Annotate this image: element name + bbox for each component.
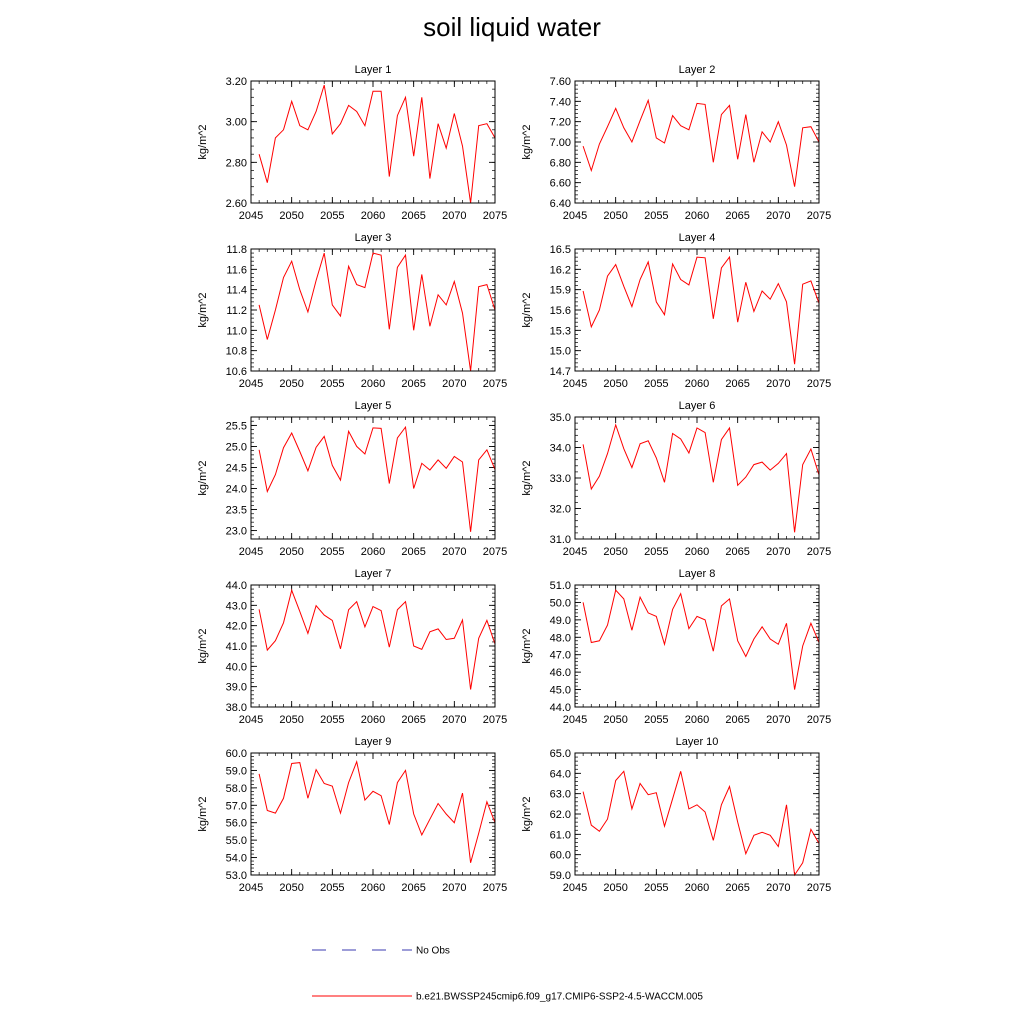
x-tick-label: 2065	[401, 546, 426, 558]
x-tick-label: 2075	[482, 546, 508, 558]
x-tick-label: 2050	[603, 882, 628, 894]
y-tick-label: 34.0	[549, 442, 571, 455]
x-tick-label: 2055	[644, 210, 669, 222]
x-tick-label: 2070	[766, 546, 791, 558]
panel-title: Layer 2	[678, 64, 716, 76]
x-tick-label: 2055	[644, 882, 669, 894]
x-tick-label: 2065	[401, 714, 426, 726]
y-tick-label: 60.0	[549, 849, 571, 862]
x-tick-label: 2045	[238, 546, 264, 558]
x-tick-label: 2060	[684, 546, 710, 558]
y-tick-label: 44.0	[549, 702, 571, 714]
x-tick-label: 2045	[562, 210, 588, 222]
y-tick-label: 40.0	[225, 661, 247, 674]
x-tick-label: 2060	[360, 378, 386, 390]
x-tick-label: 2070	[442, 882, 467, 894]
y-tick-label: 23.0	[225, 525, 247, 538]
y-tick-label: 14.7	[549, 366, 571, 378]
y-tick-label: 6.60	[549, 177, 571, 190]
y-tick-label: 16.2	[549, 264, 571, 277]
y-tick-label: 63.0	[549, 788, 571, 801]
y-tick-label: 59.0	[225, 765, 247, 778]
x-tick-label: 2065	[725, 546, 750, 558]
panel-title: Layer 7	[354, 568, 392, 580]
x-tick-label: 2065	[725, 714, 750, 726]
x-tick-label: 2060	[684, 210, 710, 222]
y-tick-label: 6.80	[549, 157, 571, 170]
plot-frame	[251, 753, 495, 875]
x-tick-label: 2045	[238, 378, 264, 390]
y-tick-label: 15.6	[549, 305, 571, 317]
y-tick-label: 11.8	[226, 244, 247, 256]
x-tick-label: 2075	[482, 210, 508, 222]
y-tick-label: 15.9	[549, 284, 571, 297]
chart-panel-8	[521, 568, 831, 726]
panel-title: Layer 6	[678, 400, 716, 412]
y-axis-label: kg/m^2	[197, 460, 209, 496]
chart-panel-1	[197, 64, 507, 222]
x-tick-label: 2070	[766, 210, 791, 222]
x-tick-label: 2070	[442, 714, 467, 726]
y-tick-label: 60.0	[225, 748, 247, 760]
y-tick-label: 2.80	[225, 157, 247, 170]
y-tick-label: 31.0	[549, 534, 571, 546]
y-tick-label: 43.0	[225, 600, 247, 613]
y-axis-label: kg/m^2	[521, 292, 533, 328]
chart-panel-7	[197, 568, 507, 726]
panel-title: Layer 5	[354, 400, 392, 412]
y-tick-label: 33.0	[549, 473, 571, 485]
x-tick-label: 2055	[320, 210, 345, 222]
x-tick-label: 2075	[806, 714, 832, 726]
panel-title: Layer 1	[354, 64, 392, 76]
x-tick-label: 2060	[684, 714, 710, 726]
y-axis-label: kg/m^2	[521, 460, 533, 496]
x-tick-label: 2070	[766, 714, 791, 726]
y-tick-label: 41.0	[225, 641, 247, 653]
y-tick-label: 11.4	[226, 284, 247, 297]
y-axis-label: kg/m^2	[197, 124, 209, 160]
chart-panel-5	[197, 400, 507, 558]
x-tick-label: 2070	[766, 882, 791, 894]
panel-title: Layer 10	[675, 736, 719, 748]
x-tick-label: 2060	[360, 546, 386, 558]
x-tick-label: 2050	[603, 546, 628, 558]
x-tick-label: 2045	[562, 378, 588, 390]
y-tick-label: 47.0	[549, 649, 571, 662]
y-tick-label: 25.0	[225, 441, 247, 454]
x-tick-label: 2045	[562, 882, 588, 894]
panel-title: Layer 9	[354, 736, 392, 748]
series-line	[259, 427, 495, 532]
y-tick-label: 25.5	[225, 420, 247, 433]
x-tick-label: 2075	[806, 378, 832, 390]
x-tick-label: 2050	[279, 210, 304, 222]
x-tick-label: 2065	[401, 210, 426, 222]
y-axis-label: kg/m^2	[521, 796, 533, 832]
series-line	[583, 590, 819, 689]
legend-label-1: No Obs	[416, 945, 450, 957]
figure-title: soil liquid water	[423, 12, 601, 42]
x-tick-label: 2055	[320, 882, 345, 894]
x-tick-label: 2060	[360, 714, 386, 726]
y-tick-label: 32.0	[549, 503, 571, 516]
x-tick-label: 2045	[238, 210, 264, 222]
series-line	[259, 762, 495, 863]
y-tick-label: 57.0	[225, 800, 247, 813]
x-tick-label: 2065	[725, 882, 750, 894]
x-tick-label: 2050	[279, 882, 304, 894]
y-tick-label: 56.0	[225, 817, 247, 830]
x-tick-label: 2050	[603, 210, 628, 222]
x-tick-label: 2055	[320, 714, 345, 726]
plot-frame	[251, 417, 495, 539]
y-tick-label: 11.0	[226, 325, 247, 338]
y-tick-label: 39.0	[225, 681, 247, 694]
y-tick-label: 64.0	[549, 768, 571, 781]
x-tick-label: 2070	[442, 378, 467, 390]
plot-frame	[251, 81, 495, 203]
y-tick-label: 24.0	[225, 483, 247, 496]
y-tick-label: 10.8	[225, 345, 247, 358]
plot-frame	[251, 249, 495, 371]
legend	[312, 946, 703, 1003]
y-tick-label: 58.0	[225, 782, 247, 795]
y-axis-label: kg/m^2	[197, 796, 209, 832]
x-tick-label: 2075	[806, 882, 832, 894]
x-tick-label: 2060	[360, 882, 386, 894]
x-tick-label: 2055	[320, 378, 345, 390]
series-line	[583, 257, 819, 364]
y-tick-label: 15.3	[549, 325, 571, 338]
y-tick-label: 59.0	[549, 870, 571, 882]
legend-label-2: b.e21.BWSSP245cmip6.f09_g17.CMIP6-SSP2-4.5-WACCM.005	[416, 991, 703, 1003]
series-line	[259, 253, 495, 371]
plot-frame	[251, 585, 495, 707]
x-tick-label: 2070	[442, 210, 467, 222]
y-tick-label: 65.0	[549, 748, 571, 760]
x-tick-label: 2065	[401, 378, 426, 390]
y-tick-label: 61.0	[549, 829, 571, 842]
y-tick-label: 51.0	[549, 580, 571, 592]
y-tick-label: 42.0	[225, 620, 247, 633]
x-tick-label: 2075	[806, 546, 832, 558]
y-tick-label: 23.5	[225, 504, 247, 517]
y-tick-label: 6.40	[549, 198, 571, 210]
x-tick-label: 2070	[442, 546, 467, 558]
panel-title: Layer 3	[354, 232, 392, 244]
y-tick-label: 46.0	[549, 667, 571, 680]
y-tick-label: 54.0	[225, 852, 247, 865]
chart-panel-9	[197, 736, 507, 894]
y-tick-label: 50.0	[549, 597, 571, 610]
chart-panel-4	[521, 232, 831, 390]
y-tick-label: 35.0	[549, 412, 571, 424]
y-axis-label: kg/m^2	[521, 124, 533, 160]
y-tick-label: 24.5	[225, 462, 247, 475]
y-tick-label: 7.00	[549, 137, 571, 149]
plot-frame	[575, 753, 819, 875]
x-tick-label: 2075	[482, 882, 508, 894]
y-tick-label: 3.00	[225, 116, 247, 129]
plot-frame	[575, 81, 819, 203]
x-tick-label: 2050	[279, 714, 304, 726]
y-tick-label: 11.2	[226, 305, 247, 317]
x-tick-label: 2050	[279, 378, 304, 390]
y-tick-label: 2.60	[225, 198, 247, 210]
x-tick-label: 2070	[766, 378, 791, 390]
series-line	[259, 85, 495, 203]
y-tick-label: 7.40	[549, 96, 571, 109]
x-tick-label: 2055	[644, 378, 669, 390]
y-tick-label: 38.0	[225, 702, 247, 714]
y-tick-label: 53.0	[225, 870, 247, 882]
y-tick-label: 55.0	[225, 835, 247, 848]
x-tick-label: 2065	[725, 210, 750, 222]
x-tick-label: 2060	[360, 210, 386, 222]
plot-frame	[575, 585, 819, 707]
x-tick-label: 2050	[279, 546, 304, 558]
x-tick-label: 2060	[684, 378, 710, 390]
x-tick-label: 2055	[644, 714, 669, 726]
y-axis-label: kg/m^2	[197, 628, 209, 664]
plot-frame	[575, 417, 819, 539]
x-tick-label: 2050	[603, 378, 628, 390]
panel-title: Layer 8	[678, 568, 716, 580]
y-tick-label: 49.0	[549, 614, 571, 627]
series-line	[583, 425, 819, 532]
plot-frame	[575, 249, 819, 371]
y-tick-label: 10.6	[225, 366, 247, 378]
y-tick-label: 62.0	[549, 809, 571, 821]
chart-panel-2	[521, 64, 831, 222]
chart-panel-3	[197, 232, 507, 390]
y-tick-label: 44.0	[225, 580, 247, 592]
x-tick-label: 2045	[562, 546, 588, 558]
y-tick-label: 7.60	[549, 76, 571, 88]
x-tick-label: 2045	[238, 882, 264, 894]
x-tick-label: 2060	[684, 882, 710, 894]
y-tick-label: 15.0	[549, 345, 571, 358]
series-line	[259, 590, 495, 689]
y-tick-label: 16.5	[549, 244, 571, 256]
x-tick-label: 2075	[806, 210, 832, 222]
x-tick-label: 2055	[320, 546, 345, 558]
x-tick-label: 2065	[725, 378, 750, 390]
chart-panel-6	[521, 400, 831, 558]
y-tick-label: 11.6	[226, 264, 247, 277]
panel-title: Layer 4	[678, 232, 716, 244]
series-line	[583, 100, 819, 186]
x-tick-label: 2045	[562, 714, 588, 726]
x-tick-label: 2045	[238, 714, 264, 726]
x-tick-label: 2065	[401, 882, 426, 894]
y-axis-label: kg/m^2	[197, 292, 209, 328]
x-tick-label: 2055	[644, 546, 669, 558]
x-tick-label: 2075	[482, 714, 508, 726]
y-tick-label: 45.0	[549, 684, 571, 697]
series-line	[583, 771, 819, 875]
chart-panel-10	[521, 736, 831, 894]
y-tick-label: 3.20	[225, 76, 247, 88]
x-tick-label: 2050	[603, 714, 628, 726]
y-tick-label: 48.0	[549, 632, 571, 645]
x-tick-label: 2075	[482, 378, 508, 390]
y-tick-label: 7.20	[549, 116, 571, 129]
y-axis-label: kg/m^2	[521, 628, 533, 664]
